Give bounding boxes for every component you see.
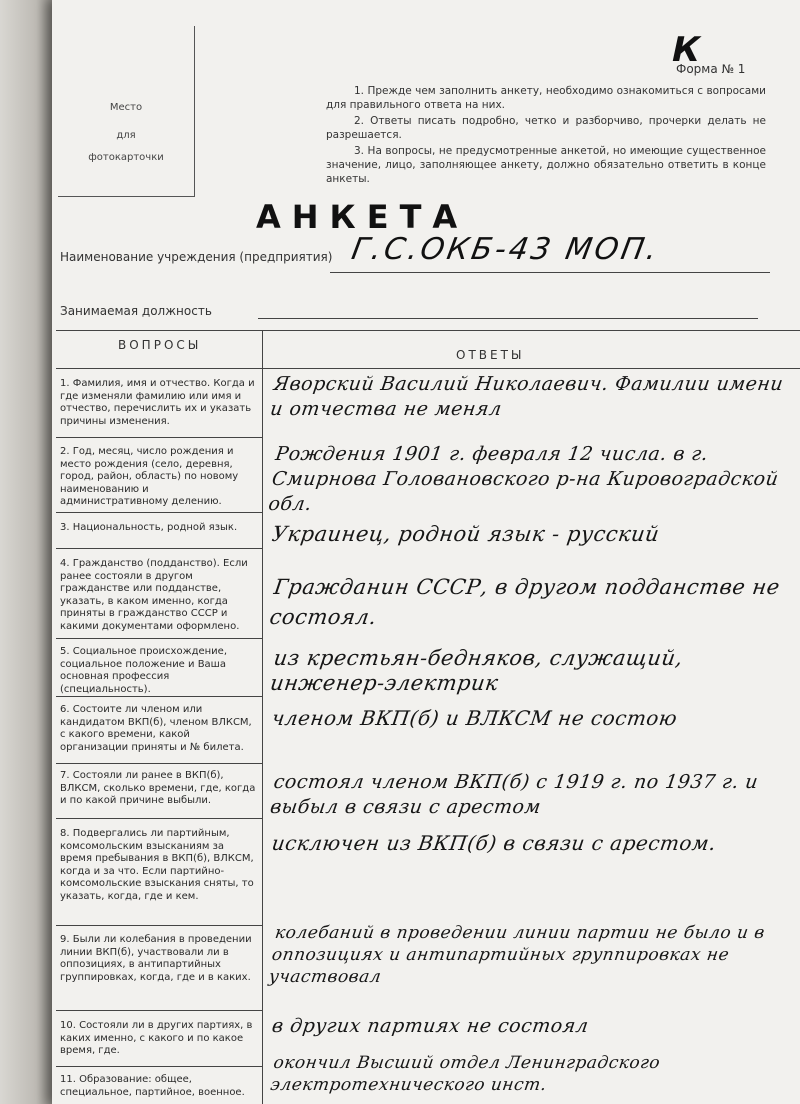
answer-11: окончил Высший отдел Ленинградского электротехнического инст. [269, 1053, 662, 1095]
handwritten-corner-mark: К [667, 30, 705, 70]
row-divider [56, 925, 262, 926]
instruction-3: 3. На вопросы, не предусмотренные анкетой, но имеющие существенное значение, лицо, заполняющее анкету, должно обязательно ответить в конце анкеты. [326, 145, 766, 185]
answer-10: в других партиях не состоял [270, 1015, 591, 1037]
question-9: 9. Были ли колебания в проведении линии ВКП(б), участвовали ли в оппозициях, в антипартийных группировках, когда, где и в каких. [60, 934, 252, 983]
photo-box-line3: фотокарточки [88, 152, 164, 163]
question-3: 3. Национальность, родной язык. [60, 522, 238, 533]
instructions [326, 84, 766, 188]
photo-box-line2: для [116, 130, 136, 141]
questions-header: ВОПРОСЫ [118, 338, 202, 352]
answer-8: исключен из ВКП(б) в связи с арестом. [270, 831, 718, 855]
binding-strip [0, 0, 52, 1104]
institution-underline [330, 272, 770, 273]
column-divider [262, 330, 263, 1104]
row-divider [56, 638, 262, 639]
institution-value: Г.С.ОКБ-43 МОП. [348, 232, 663, 267]
institution-label: Наименование учреждения (предприятия) [60, 250, 333, 264]
answer-1: Яворский Василий Николаевич. Фамилии имени и отчества не менял [268, 373, 785, 420]
answer-7: состоял членом ВКП(б) с 1919 г. по 1937 г. и выбыл в связи с арестом [268, 771, 760, 818]
header-divider [56, 368, 800, 369]
answer-3: Украинец, родной язык - русский [270, 522, 661, 546]
answers-header: ОТВЕТЫ [456, 348, 525, 362]
answer-5: из крестьян-бедняков, служащий, инженер-электрик [268, 646, 685, 695]
row-divider [56, 818, 262, 819]
question-8: 8. Подвергались ли партийным, комсомольским взысканиям за время пребывания в ВКП(б), ВЛКСМ, когда и за что. Если партийно-комсомольские взыскания сняты, то указать, когда, где и кем. [60, 828, 254, 902]
question-2: 2. Год, месяц, число рождения и место рождения (село, деревня, город, район, область) по новому наименованию и административному делению. [60, 446, 239, 507]
table-top-border [56, 330, 800, 331]
question-7: 7. Состояли ли ранее в ВКП(б), ВЛКСМ, сколько времени, где, когда и по какой причине выбыли. [60, 770, 256, 806]
position-underline [258, 318, 758, 319]
position-label: Занимаемая должность [60, 304, 212, 318]
question-6: 6. Состоите ли членом или кандидатом ВКП(б), членом ВЛКСМ, с какого времени, какой организации приняты и № билета. [60, 704, 252, 753]
instruction-2: 2. Ответы писать подробно, четко и разборчиво, прочерки делать не разрешается. [326, 115, 766, 141]
document-title: АНКЕТА [256, 198, 469, 236]
row-divider [56, 696, 262, 697]
question-5: 5. Социальное происхождение, социальное положение и Ваша основная профессия (специальность). [60, 646, 228, 695]
question-1: 1. Фамилия, имя и отчество. Когда и где изменяли фамилию или имя и отчество, перечислить их и указать причины изменения. [60, 378, 255, 427]
question-11: 11. Образование: общее, специальное, партийное, военное. [60, 1074, 245, 1098]
row-divider [56, 512, 262, 513]
answer-2: Рождения 1901 г. февраля 12 числа. в г. Смирнова Головановского р-на Кировоградской обл. [267, 443, 780, 515]
form-number: Форма № 1 [676, 62, 746, 76]
instruction-1: 1. Прежде чем заполнить анкету, необходимо ознакомиться с вопросами для правильного ответа на них. [326, 85, 766, 111]
photo-box [58, 26, 195, 197]
question-10: 10. Состояли ли в других партиях, в каких именно, с какого и по какое время, где. [60, 1020, 253, 1056]
photo-box-line1: Место [109, 102, 143, 113]
answer-6: членом ВКП(б) и ВЛКСМ не состою [270, 706, 679, 730]
question-4: 4. Гражданство (подданство). Если ранее состояли в другом гражданстве или подданстве, указать, в каком именно, когда приняты в гражданство СССР и какими документами оформлено. [60, 558, 248, 632]
row-divider [56, 1010, 262, 1011]
row-divider [56, 437, 262, 438]
answer-9: колебаний в проведении линии партии не было и в оппозициях и антипартийных группировках не участвовал [267, 923, 767, 987]
answer-4: Гражданин СССР, в другом подданстве не состоял. [268, 575, 782, 629]
row-divider [56, 763, 262, 764]
row-divider [56, 1066, 262, 1067]
row-divider [56, 548, 262, 549]
